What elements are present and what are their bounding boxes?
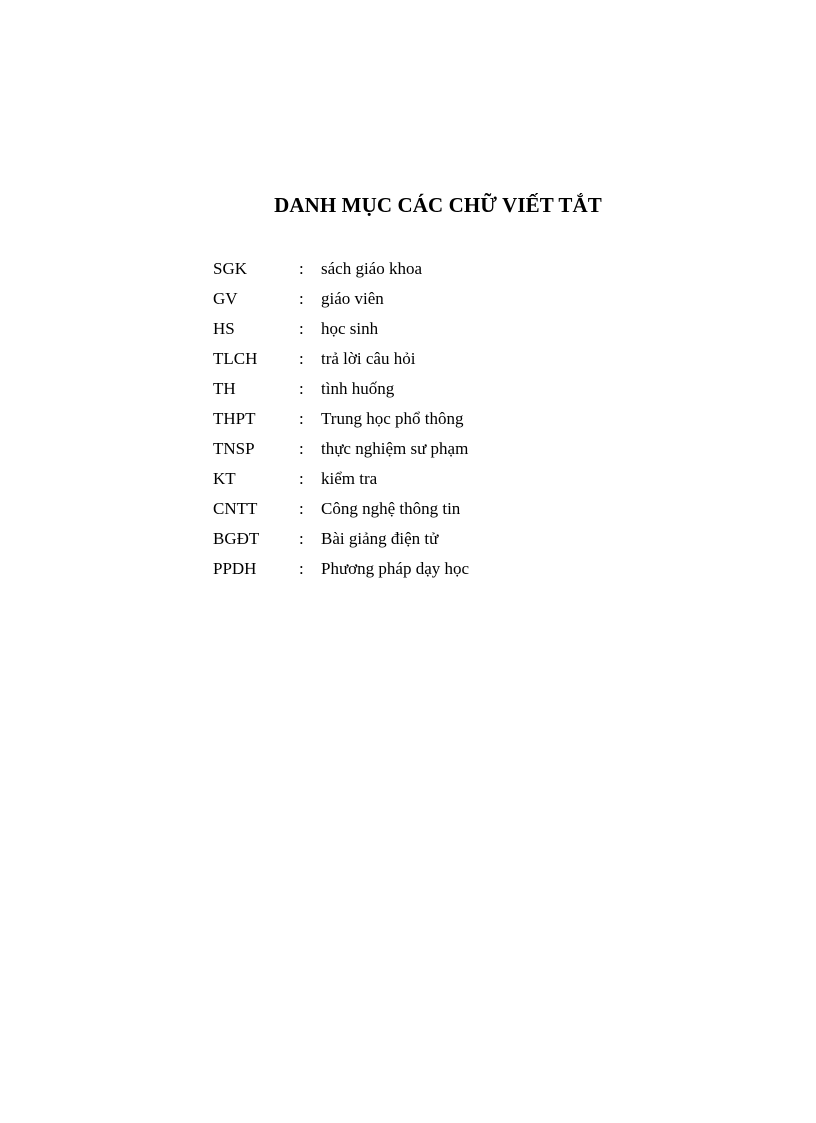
abbreviation-term: TNSP: [213, 439, 255, 458]
abbreviation-meaning: Bài giảng điện tử: [321, 529, 439, 548]
abbreviation-term: TH: [213, 379, 236, 398]
abbreviation-row: [213, 468, 613, 498]
separator: :: [299, 529, 304, 548]
abbreviation-meaning: giáo viên: [321, 289, 384, 308]
abbreviation-list: [213, 258, 613, 588]
abbreviation-term: KT: [213, 469, 236, 488]
separator: :: [299, 439, 304, 458]
abbreviation-row: [213, 378, 613, 408]
abbreviation-row: [213, 288, 613, 318]
separator: :: [299, 259, 304, 278]
abbreviation-row: [213, 498, 613, 528]
page-title: DANH MỤC CÁC CHỮ VIẾT TẮT: [274, 193, 602, 217]
abbreviation-meaning: học sinh: [321, 319, 379, 338]
separator: :: [299, 409, 304, 428]
abbreviation-term: TLCH: [213, 349, 258, 368]
abbreviation-meaning: Công nghệ thông tin: [321, 499, 461, 518]
abbreviation-meaning: Trung học phổ thông: [321, 409, 464, 428]
separator: :: [299, 319, 304, 338]
abbreviation-term: SGK: [213, 259, 248, 278]
abbreviation-meaning: Phương pháp dạy học: [321, 559, 470, 578]
abbreviation-row: [213, 558, 613, 588]
abbreviation-term: BGĐT: [213, 529, 260, 548]
abbreviation-row: [213, 348, 613, 378]
separator: :: [299, 379, 304, 398]
separator: :: [299, 559, 304, 578]
abbreviation-row: [213, 408, 613, 438]
abbreviation-row: [213, 258, 613, 288]
abbreviation-term: PPDH: [213, 559, 257, 578]
separator: :: [299, 349, 304, 368]
abbreviation-term: THPT: [213, 409, 256, 428]
abbreviation-row: [213, 528, 613, 558]
separator: :: [299, 289, 304, 308]
abbreviation-meaning: trả lời câu hỏi: [321, 349, 416, 368]
abbreviation-term: HS: [213, 319, 235, 338]
abbreviation-meaning: tình huống: [321, 379, 395, 398]
abbreviation-meaning: kiểm tra: [321, 469, 378, 488]
abbreviation-term: CNTT: [213, 499, 258, 518]
abbreviation-term: GV: [213, 289, 238, 308]
separator: :: [299, 499, 304, 518]
separator: :: [299, 469, 304, 488]
abbreviation-meaning: thực nghiệm sư phạm: [321, 439, 469, 458]
abbreviation-row: [213, 438, 613, 468]
abbreviation-meaning: sách giáo khoa: [321, 259, 423, 278]
abbreviation-row: [213, 318, 613, 348]
